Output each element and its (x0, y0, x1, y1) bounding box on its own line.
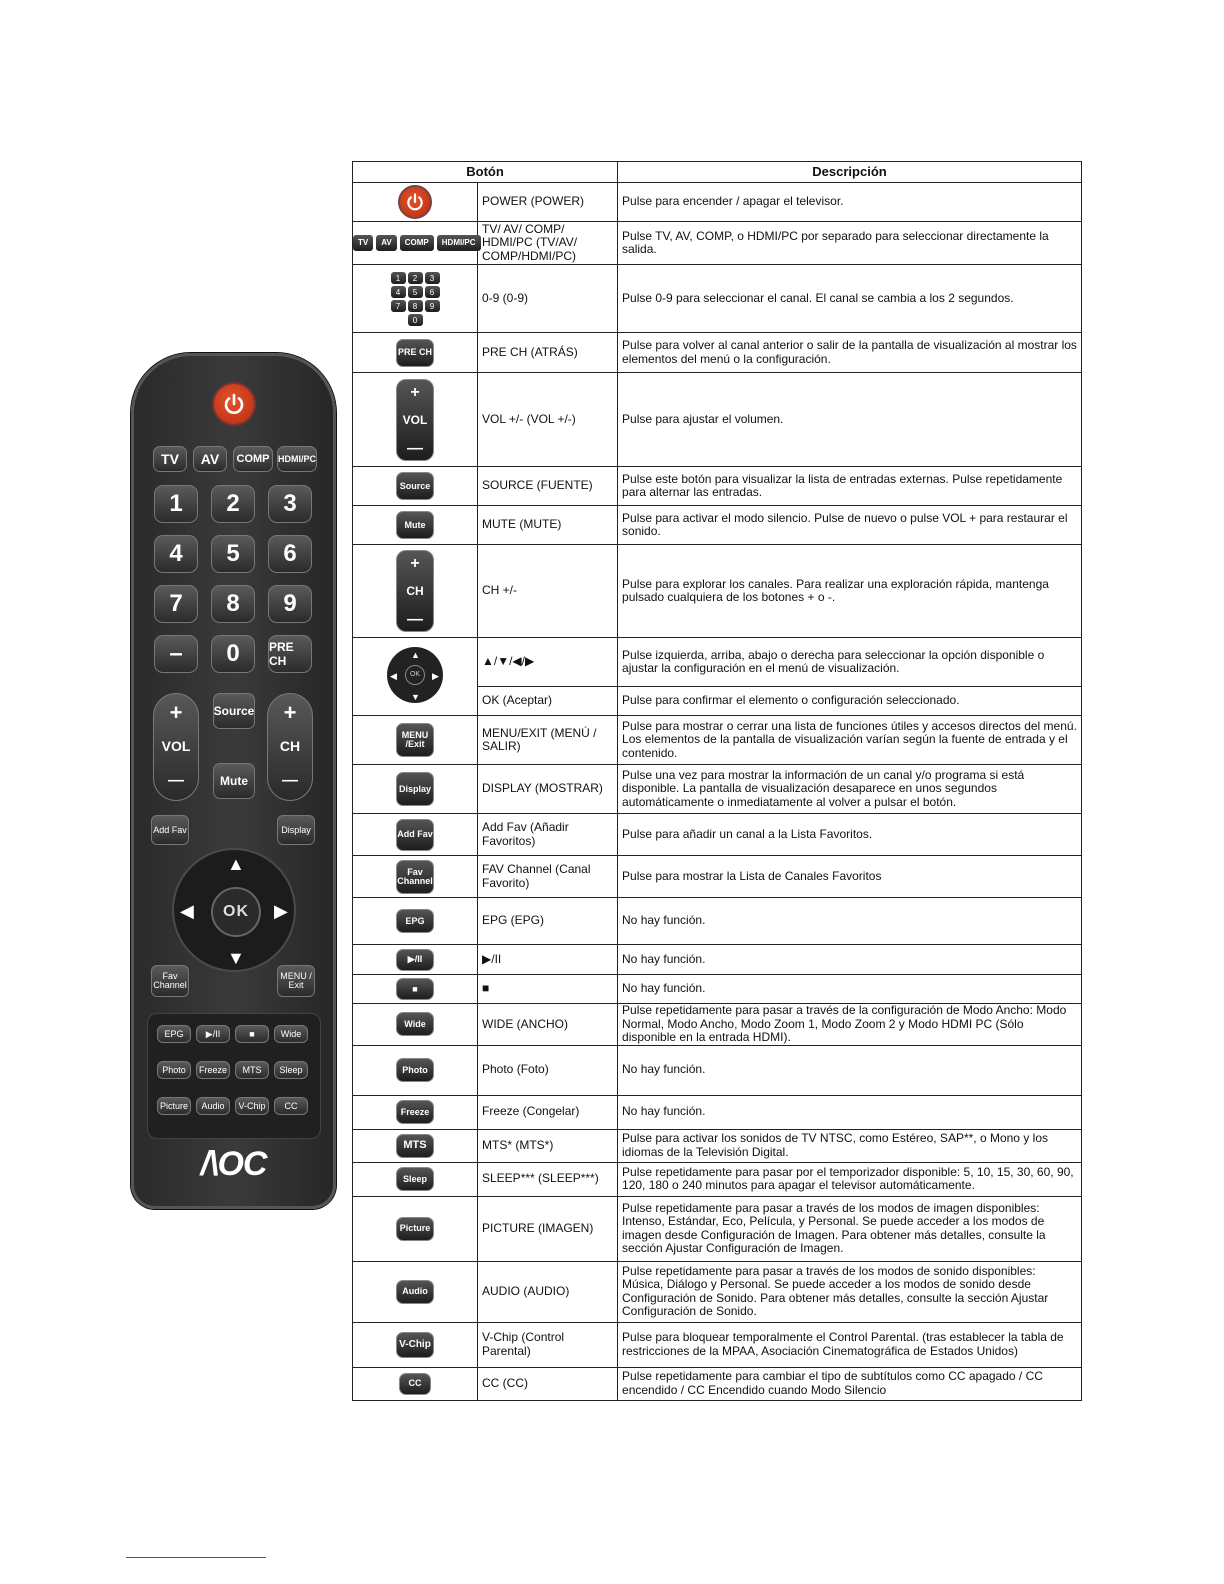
cc-button[interactable]: CC (274, 1097, 308, 1115)
freeze-icon: Freeze (396, 1100, 434, 1124)
number-0-button[interactable]: 0 (211, 635, 255, 673)
row-name: CC (CC) (478, 1367, 618, 1400)
photo-icon: Photo (396, 1058, 434, 1082)
row-name: MUTE (MUTE) (478, 506, 618, 545)
vol-label: VOL (161, 738, 191, 754)
epg-icon: EPG (396, 909, 434, 933)
row-icon-cell (353, 373, 478, 467)
channel-rocker[interactable] (267, 693, 313, 801)
table-row (353, 1261, 1082, 1322)
picture-button[interactable]: Picture (157, 1097, 191, 1115)
row-icon-cell (353, 856, 478, 898)
table-row (353, 765, 1082, 814)
row-icon-cell (353, 1004, 478, 1046)
row-icon-cell (353, 222, 478, 265)
photo-button[interactable]: Photo (157, 1061, 191, 1079)
display-icon: Display (396, 772, 434, 806)
prech-icon: PRE CH (396, 339, 434, 367)
ch-plus[interactable]: + (283, 700, 297, 725)
row-name: Freeze (Congelar) (478, 1095, 618, 1129)
row-name: WIDE (ANCHO) (478, 1004, 618, 1046)
number-7-button[interactable]: 7 (154, 585, 198, 623)
arrow-down-icon[interactable]: ▼ (227, 948, 245, 968)
number-8-button[interactable]: 8 (211, 585, 255, 623)
table-row (353, 814, 1082, 856)
footnote-separator (126, 1557, 266, 1558)
row-icon-cell (353, 333, 478, 373)
mts-button[interactable]: MTS (235, 1061, 269, 1079)
row-icon-cell (353, 814, 478, 856)
header-button: Botón (353, 162, 618, 183)
row-description: Pulse para explorar los canales. Para realizar una exploración rápida, mantenga pulsado cualquiera de los botones + o -. (618, 545, 1082, 638)
table-row (353, 1196, 1082, 1261)
vchip-button[interactable]: V-Chip (235, 1097, 269, 1115)
epg-button[interactable]: EPG (157, 1025, 191, 1043)
row-icon-cell (353, 1367, 478, 1400)
add-fav-icon: Add Fav (396, 819, 434, 851)
row-name: MENU/EXIT (MENÚ / SALIR) (478, 716, 618, 765)
table-row (353, 1367, 1082, 1400)
row-icon-cell (353, 506, 478, 545)
table-row (353, 467, 1082, 506)
power-icon (398, 185, 432, 219)
source-button[interactable]: Source (213, 693, 255, 729)
row-description: Pulse TV, AV, COMP, o HDMI/PC por separado para seleccionar directamente la salida. (618, 222, 1082, 265)
stop-button[interactable]: ■ (235, 1025, 269, 1043)
row-description: Pulse para confirmar el elemento o configuración seleccionado. (618, 687, 1082, 716)
cc-icon: CC (399, 1373, 431, 1395)
table-row (353, 716, 1082, 765)
row-name: Photo (Foto) (478, 1045, 618, 1095)
table-row (353, 898, 1082, 945)
row-description: Pulse izquierda, arriba, abajo o derecha para seleccionar la opción disponible o ajustar la configuración en el menú de visualización. (618, 638, 1082, 687)
row-icon-cell (353, 265, 478, 333)
table-row (353, 545, 1082, 638)
header-description: Descripción (618, 162, 1082, 183)
play-pause-icon: ▶/II (396, 949, 434, 971)
row-description: Pulse para encender / apagar el televisor. (618, 183, 1082, 222)
row-icon-cell (353, 467, 478, 506)
ch-minus[interactable]: — (282, 772, 298, 789)
row-icon-cell (353, 1196, 478, 1261)
vol-minus[interactable]: — (168, 772, 184, 789)
table-row (353, 856, 1082, 898)
remote-control (131, 353, 336, 1209)
table-row (353, 1095, 1082, 1129)
row-name: SOURCE (FUENTE) (478, 467, 618, 506)
prech-button[interactable]: PRE CH (268, 635, 312, 673)
source-icon: Source (396, 472, 434, 500)
row-icon-cell (353, 1095, 478, 1129)
number-2-button[interactable]: 2 (211, 485, 255, 523)
table-row (353, 1322, 1082, 1367)
add-fav-button[interactable]: Add Fav (151, 815, 189, 845)
navigation-pad-icon: ▲ ▼ ◀ ▶ OK (387, 647, 443, 703)
freeze-button[interactable]: Freeze (196, 1061, 230, 1079)
table-row (353, 975, 1082, 1004)
table-row (353, 183, 1082, 222)
aoc-logo: /\OC (200, 1145, 267, 1183)
table-row (353, 222, 1082, 265)
table-row (353, 1162, 1082, 1196)
ch-label: CH (279, 738, 301, 754)
row-description: Pulse repetidamente para cambiar el tipo de subtítulos como CC apagado / CC encendido / CC Encendido cuando Modo Silencio (618, 1367, 1082, 1400)
number-4-button[interactable]: 4 (154, 535, 198, 573)
table-header-row (353, 162, 1082, 183)
row-icon-cell (353, 183, 478, 222)
number-9-button[interactable]: 9 (268, 585, 312, 623)
input-select-buttons-icon: TV AV COMP HDMI/PC (353, 235, 481, 251)
row-icon-cell (353, 898, 478, 945)
row-description: Pulse para mostrar la Lista de Canales Favoritos (618, 856, 1082, 898)
row-icon-cell (353, 945, 478, 975)
display-button[interactable]: Display (277, 815, 315, 845)
row-description: No hay función. (618, 1095, 1082, 1129)
row-name: CH +/- (478, 545, 618, 638)
wide-icon: Wide (396, 1012, 434, 1036)
row-description: Pulse 0-9 para seleccionar el canal. El canal se cambia a los 2 segundos. (618, 265, 1082, 333)
row-icon-cell (353, 545, 478, 638)
wide-button[interactable]: Wide (274, 1025, 308, 1043)
row-name: PRE CH (ATRÁS) (478, 333, 618, 373)
sleep-button[interactable]: Sleep (274, 1061, 308, 1079)
row-description: Pulse para activar el modo silencio. Pulse de nuevo o pulse VOL + para restaurar el sonido. (618, 506, 1082, 545)
row-description: Pulse repetidamente para pasar por el temporizador disponible: 5, 10, 15, 30, 60, 90, 120, 180 o 240 minutos para apagar el televisor automáticamente. (618, 1162, 1082, 1196)
vchip-icon: V-Chip (396, 1332, 434, 1358)
table-row (353, 373, 1082, 467)
row-name: FAV Channel (Canal Favorito) (478, 856, 618, 898)
row-icon-cell (353, 1129, 478, 1162)
row-description: Pulse para mostrar o cerrar una lista de funciones útiles y accesos directos del menú. Los elementos de la pantalla de visualización varían según la fuente de entrada y el contenido. (618, 716, 1082, 765)
ok-button[interactable]: OK (211, 887, 261, 937)
table-row (353, 333, 1082, 373)
row-icon-cell (353, 1322, 478, 1367)
row-icon-cell (353, 1162, 478, 1196)
mute-icon: Mute (396, 511, 434, 539)
vol-plus[interactable]: + (169, 700, 183, 725)
arrow-left-icon[interactable]: ◀ (180, 901, 194, 921)
volume-rocker-icon: + VOL — (396, 379, 434, 461)
row-description: Pulse una vez para mostrar la información de un canal y/o programa si está disponible. La pantalla de visualización desaparece en unos segundos automáticamente o inmediatamente al volver a pulsar el botón. (618, 765, 1082, 814)
table-row (353, 265, 1082, 333)
arrow-up-icon[interactable]: ▲ (227, 854, 245, 874)
row-name: Add Fav (Añadir Favoritos) (478, 814, 618, 856)
navigation-pad[interactable] (172, 848, 296, 972)
row-icon-cell (353, 765, 478, 814)
row-icon-cell (353, 716, 478, 765)
button-description-table (352, 161, 1082, 1401)
arrow-right-icon[interactable]: ▶ (274, 901, 288, 921)
row-description: Pulse este botón para visualizar la lista de entradas externas. Pulse repetidamente para alternar las entradas. (618, 467, 1082, 506)
fav-channel-icon: Fav Channel (396, 860, 434, 894)
tv-button[interactable]: TV (153, 446, 187, 472)
row-name: DISPLAY (MOSTRAR) (478, 765, 618, 814)
row-name: OK (Aceptar) (478, 687, 618, 716)
table-row (353, 506, 1082, 545)
fav-channel-button[interactable]: Fav Channel (151, 965, 189, 997)
number-keypad-icon: 1 2 3 4 5 6 7 8 9 0 (391, 272, 440, 326)
row-name: V-Chip (Control Parental) (478, 1322, 618, 1367)
row-name: MTS* (MTS*) (478, 1129, 618, 1162)
power-button[interactable] (212, 382, 256, 426)
table-row (353, 1045, 1082, 1095)
row-icon-cell (353, 1045, 478, 1095)
row-description: Pulse para ajustar el volumen. (618, 373, 1082, 467)
channel-rocker-icon: + CH — (396, 550, 434, 632)
row-description: Pulse repetidamente para pasar a través de los modos de imagen disponibles: Intenso, Estándar, Eco, Película, y Personal. Se puede acceder a los modos de imagen desde Configuración de Imagen. Para obtener más detalles, consulte la sección Ajustar Configuración de Imagen. (618, 1196, 1082, 1261)
row-icon-cell (353, 975, 478, 1004)
row-icon-cell (353, 638, 478, 716)
row-name: POWER (POWER) (478, 183, 618, 222)
row-description: Pulse repetidamente para pasar a través de la configuración de Modo Ancho: Modo Normal, Modo Ancho, Modo Zoom 1, Modo Zoom 2 y Modo HDMI PC (Sólo disponible en la entrada HDMI). (618, 1004, 1082, 1046)
number-1-button[interactable]: 1 (154, 485, 198, 523)
row-name: ■ (478, 975, 618, 1004)
number-5-button[interactable]: 5 (211, 535, 255, 573)
audio-button[interactable]: Audio (196, 1097, 230, 1115)
play-pause-button[interactable]: ▶/II (196, 1025, 230, 1043)
row-name: TV/ AV/ COMP/ HDMI/PC (TV/AV/ COMP/HDMI/PC) (478, 222, 618, 265)
table-row (353, 1004, 1082, 1046)
row-description: No hay función. (618, 898, 1082, 945)
mute-button[interactable]: Mute (213, 763, 255, 799)
row-name: 0-9 (0-9) (478, 265, 618, 333)
audio-icon: Audio (396, 1280, 434, 1304)
row-description: Pulse para bloquear temporalmente el Control Parental. (tras establecer la tabla de restricciones de la MPAA, Asociación Cinematográfica de Estados Unidos) (618, 1322, 1082, 1367)
row-description: No hay función. (618, 975, 1082, 1004)
menu-exit-icon: MENU /Exit (396, 723, 434, 757)
table-row (353, 1129, 1082, 1162)
dash-button[interactable]: – (154, 635, 198, 673)
number-3-button[interactable]: 3 (268, 485, 312, 523)
menu-exit-button[interactable]: MENU / Exit (277, 965, 315, 997)
mts-icon: MTS (396, 1134, 434, 1158)
row-name: PICTURE (IMAGEN) (478, 1196, 618, 1261)
row-name: ▶/II (478, 945, 618, 975)
row-description: No hay función. (618, 1045, 1082, 1095)
power-icon (222, 392, 246, 416)
hdmi-pc-button[interactable]: HDMI/PC (277, 446, 317, 472)
sleep-icon: Sleep (396, 1167, 434, 1191)
volume-rocker[interactable] (153, 693, 199, 801)
table-row (353, 945, 1082, 975)
row-name: ▲/▼/◀/▶ (478, 638, 618, 687)
row-description: Pulse repetidamente para pasar a través de los modos de sonido disponibles: Música, Diálogo y Personal. Se puede acceder a los modos de sonido desde Configuración de Sonido. Para obtener más detalles, consulte la sección Ajustar Configuración de Sonido. (618, 1261, 1082, 1322)
stop-icon: ■ (396, 978, 434, 1000)
row-description: No hay función. (618, 945, 1082, 975)
row-description: Pulse para activar los sonidos de TV NTSC, como Estéreo, SAP**, o Mono y los idiomas de la Televisión Digital. (618, 1129, 1082, 1162)
number-6-button[interactable]: 6 (268, 535, 312, 573)
row-name: SLEEP*** (SLEEP***) (478, 1162, 618, 1196)
row-icon-cell (353, 1261, 478, 1322)
av-button[interactable]: AV (193, 446, 227, 472)
table-row (353, 638, 1082, 687)
row-name: AUDIO (AUDIO) (478, 1261, 618, 1322)
row-description: Pulse para volver al canal anterior o salir de la pantalla de visualización al mostrar los elementos del menú o la configuración. (618, 333, 1082, 373)
row-name: EPG (EPG) (478, 898, 618, 945)
row-description: Pulse para añadir un canal a la Lista Favoritos. (618, 814, 1082, 856)
picture-icon: Picture (396, 1217, 434, 1241)
comp-button[interactable]: COMP (233, 446, 273, 472)
row-name: VOL +/- (VOL +/-) (478, 373, 618, 467)
